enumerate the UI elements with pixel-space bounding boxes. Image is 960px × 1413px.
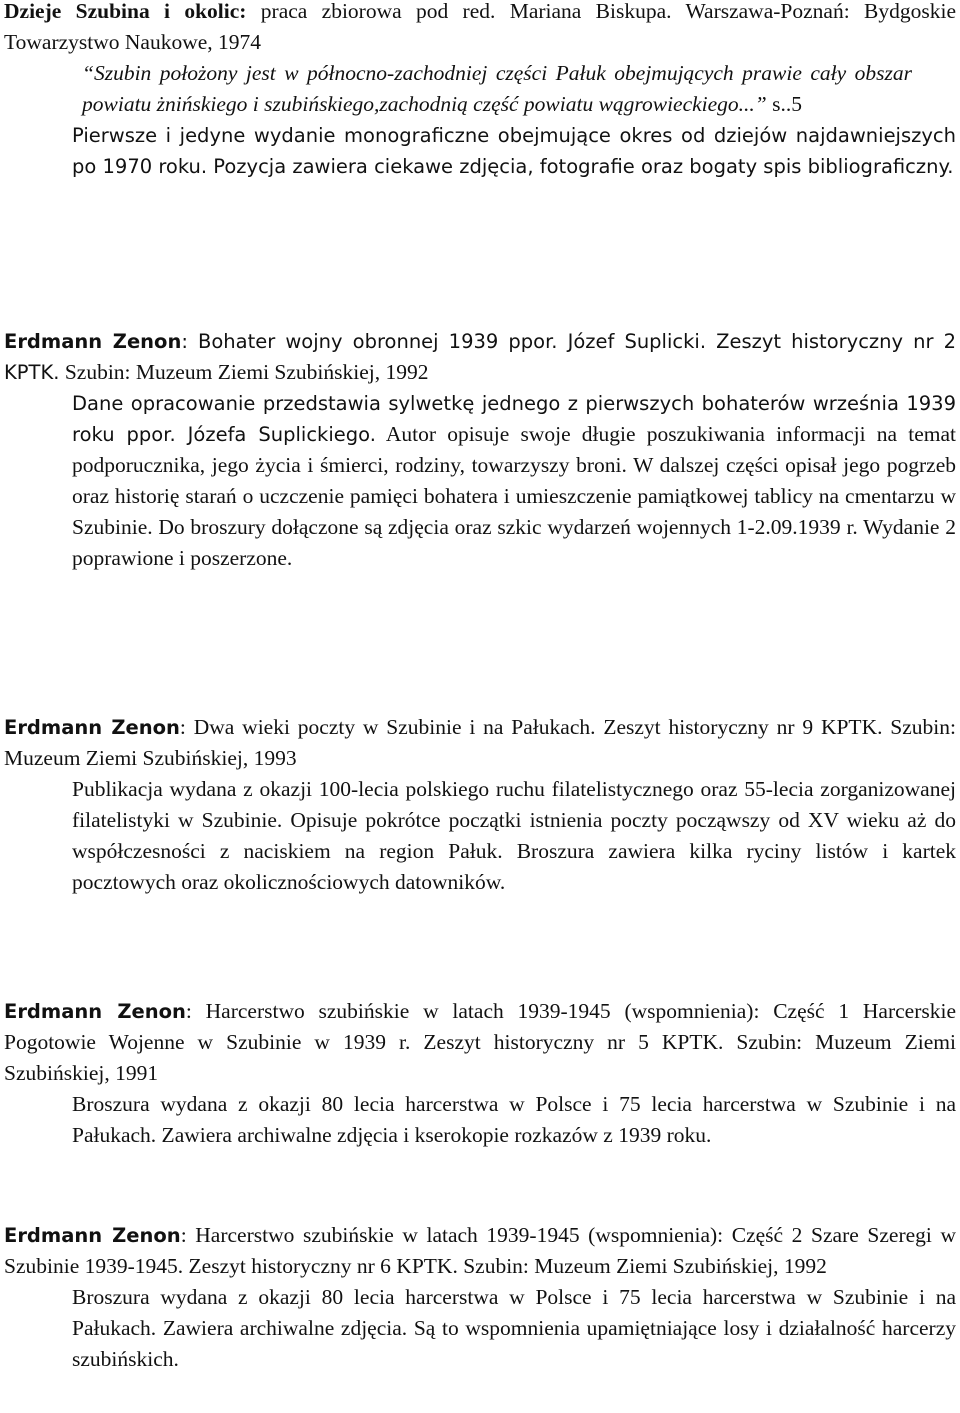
description-intro: Dane opracowanie przedstawia sylwetkę jednego z pierwszych bohaterów września 1939 roku ppor. Józefa Suplickiego. (72, 392, 956, 446)
entry-author: Erdmann Zenon (4, 1000, 186, 1023)
entry-description: Broszura wydana z okazji 80 lecia harcerstwa w Polsce i 75 lecia harcerstwa w Szubinie i na Pałukach. Zawiera archiwalne zdjęcia i kserokopie rozkazów z 1939 roku. (72, 1092, 956, 1147)
entry-citation-publisher: Szubin: Muzeum Ziemi Szubińskiej, 1992 (59, 360, 429, 384)
entry-author: Erdmann Zenon (4, 1224, 181, 1247)
bibliography-entry (4, 326, 956, 574)
entry-citation-title: : Bohater wojny obronnej 1939 ppor. Józef Suplicki. Zeszyt historyczny nr 2 KPTK. (4, 330, 956, 384)
quote-text: “Szubin położony jest w północno-zachodniej części Pałuk obejmujących prawie cały obszar powiatu żnińskiego i szubińskiego,zachodnią część powiatu wągrowieckiego...” (82, 61, 912, 116)
entry-citation: : Harcerstwo szubińskie w latach 1939-1945 (wspomnienia): Część 1 Harcerskie Pogotowie Wojenne w Szubinie w 1939 r. Zeszyt historyczny nr 5 KPTK. Szubin: Muzeum Ziemi Szubińskiej, 1991 (4, 999, 956, 1085)
entry-author: Dzieje Szubina i okolic: (4, 0, 247, 23)
entry-citation: : Harcerstwo szubińskie w latach 1939-1945 (wspomnienia): Część 2 Szare Szeregi w Szubinie 1939-1945. Zeszyt historyczny nr 6 KPTK. Szubin: Muzeum Ziemi Szubińskiej, 1992 (4, 1223, 956, 1278)
entry-heading (4, 996, 956, 1089)
entry-description: Broszura wydana z okazji 80 lecia harcerstwa w Polsce i 75 lecia harcerstwa w Szubinie i na Pałukach. Zawiera archiwalne zdjęcia. Są to wspomnienia upamiętniające losy i działalność harcerzy szubińskich. (72, 1285, 956, 1371)
bibliography-entry (4, 0, 956, 182)
bibliography-entry (4, 996, 956, 1151)
entry-heading (4, 1220, 956, 1282)
entry-quote (82, 58, 912, 120)
entry-heading (4, 326, 956, 388)
entry-author: Erdmann Zenon (4, 330, 182, 353)
entry-heading (4, 712, 956, 774)
page-reference: s..5 (766, 92, 803, 116)
entry-description: Publikacja wydana z okazji 100-lecia polskiego ruchu filatelistycznego oraz 55-lecia zorganizowanej filatelistyki w Szubinie. Opisuje pokrótce początki istnienia poczty począwszy od XV wieku aż do współczesności z naciskiem na region Pałuk. Broszura zawiera kilka ryciny listów i kartek pocztowych oraz okolicznościowych datowników. (72, 777, 956, 894)
bibliography-entry (4, 712, 956, 898)
entry-heading (4, 0, 956, 58)
entry-description (72, 388, 956, 574)
entry-description: Pierwsze i jedyne wydanie monograficzne obejmujące okres od dziejów najdawniejszych po 1970 roku. Pozycja zawiera ciekawe zdjęcia, fotografie oraz bogaty spis bibliograficzny. (72, 124, 956, 178)
entry-citation: praca zbiorowa pod red. Mariana Biskupa. Warszawa-Poznań: Bydgoskie Towarzystwo Naukowe, 1974 (4, 0, 956, 54)
bibliography-entry (4, 1220, 956, 1375)
description-body: Autor opisuje swoje długie poszukiwania informacji na temat podporucznika, jego życia i śmierci, rodziny, towarzyszy broni. W dalszej części opisał jego pogrzeb oraz historię starań o uczczenie pamięci bohatera i umieszczenie pamiątkowej tablicy na cmentarzu w Szubinie. Do broszury dołączone są zdjęcia oraz szkic wydarzeń wojennych 1-2.09.1939 r. Wydanie 2 poprawione i poszerzone. (72, 422, 956, 570)
entry-citation: : Dwa wieki poczty w Szubinie i na Pałukach. Zeszyt historyczny nr 9 KPTK. Szubin: Muzeum Ziemi Szubińskiej, 1993 (4, 715, 956, 770)
entry-author: Erdmann Zenon (4, 716, 180, 739)
